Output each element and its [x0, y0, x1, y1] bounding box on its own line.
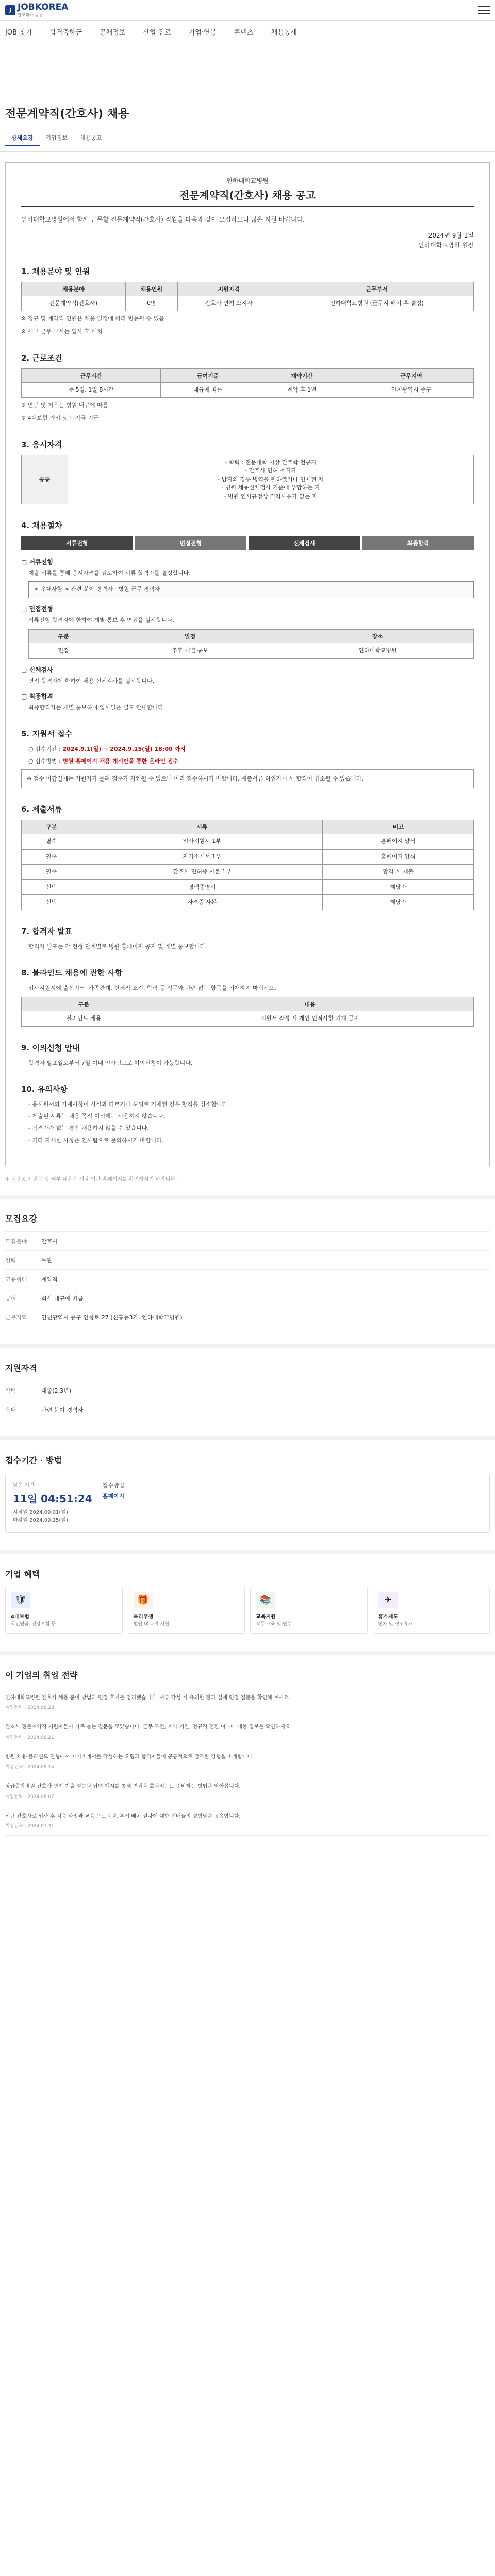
period-block	[13, 1509, 92, 1525]
post-text: 신규 간호사로 입사 후 적응 과정과 교육 프로그램, 부서 배치 절차에 대한 선배들의 경험담을 공유합니다.	[5, 1813, 241, 1819]
body-text: 입사지원서에 출신지역, 가족관계, 신체적 조건, 학력 등 직무와 관련 없는 항목을 기재하지 마십시오.	[28, 984, 276, 991]
body-text: 서류전형 합격자에 한하여 개별 통보 후 면접을 실시합니다.	[28, 617, 174, 624]
post-meta: 취업전략 · 2024.08.07	[5, 1794, 54, 1800]
section-1-title: 1. 채용분야 및 인원	[21, 266, 90, 276]
process-step: 신체검사	[249, 536, 360, 550]
countdown-block	[13, 1481, 92, 1525]
title-zone	[0, 43, 495, 152]
info-row	[5, 1381, 490, 1400]
info-label: 모집분야	[5, 1238, 27, 1245]
list-item: - 적격자가 없는 경우 채용하지 않을 수 있습니다.	[28, 1125, 149, 1132]
post-text: 간호사 전문계약직 지원자들이 자주 묻는 질문을 모았습니다. 근무 조건, 계약 기간, 정규직 전환 여부에 대한 정보를 확인하세요.	[5, 1724, 292, 1730]
apply-method-label: 접수방법 :	[35, 757, 61, 765]
table-cell: 계약 후 1년	[255, 382, 349, 398]
info-row	[5, 1289, 490, 1308]
apply-method-block	[103, 1481, 125, 1525]
bullet-title: □ 서류전형	[21, 558, 53, 566]
table-header: 지원자격	[177, 282, 280, 296]
list-item: - 병원 인사규정상 결격사유가 없는 자	[224, 493, 318, 500]
benefit-card[interactable]	[128, 1587, 245, 1634]
benefit-desc: 국민연금, 건강보험 등	[11, 1621, 56, 1627]
table-cell: 인하대학교병원	[282, 643, 473, 659]
table-cell: 필수	[22, 849, 81, 865]
list-item[interactable]	[5, 1776, 490, 1806]
table-cell: 면접	[29, 643, 98, 659]
nav-item-industry[interactable]: 산업·진로	[143, 29, 171, 37]
bullet-label: 신체검사	[29, 666, 53, 673]
table-cell: 0명	[125, 296, 177, 311]
section-note: ※ 세부 근무 부서는 입사 후 배치	[21, 328, 103, 335]
apply-warning-box: ※ 접수 마감일에는 지원자가 몰려 접수가 지연될 수 있으니 미리 접수하시기 바랍니다. 제출서류 허위기재 시 합격이 취소될 수 있습니다.	[21, 769, 474, 788]
section-9-title: 9. 이의신청 안내	[21, 1043, 80, 1053]
post-text: 병원 채용 블라인드 전형에서 자기소개서를 작성하는 요령과 합격자들이 공통적으로 강조한 경험을 소개합니다.	[5, 1754, 254, 1760]
table-cell: 선택	[22, 895, 81, 910]
table-cell: 인하대학교병원 (근무지 배치 후 결정)	[280, 296, 473, 311]
recruit-section	[0, 1199, 495, 1332]
interview-table	[28, 629, 474, 659]
info-value: 간호사	[41, 1238, 58, 1245]
process-step: 최종합격	[362, 536, 474, 550]
nav-item-stats[interactable]: 채용통계	[271, 29, 297, 37]
table-header: 채용인원	[125, 282, 177, 296]
process-step: 서류전형	[21, 536, 133, 550]
sub-tabs	[5, 130, 490, 146]
info-label: 급여	[5, 1295, 16, 1302]
notice-signer: 인하대학교병원 원장	[418, 241, 474, 249]
bullet-label: 서류전형	[29, 558, 53, 566]
notice-hospital: 인하대학교병원	[226, 177, 269, 184]
table-row	[22, 455, 474, 504]
info-label: 우대	[5, 1406, 16, 1413]
documents-table	[21, 820, 474, 910]
table-header: 구분	[22, 997, 146, 1011]
benefit-card[interactable]	[250, 1587, 368, 1634]
info-row	[5, 1308, 490, 1327]
schedule-heading: 접수기간 · 방법	[5, 1455, 62, 1465]
section-6-title: 6. 제출서류	[21, 805, 62, 815]
recruit-heading: 모집요강	[5, 1213, 37, 1224]
post-meta: 취업전략 · 2024.07.31	[5, 1824, 54, 1829]
post-meta: 취업전략 · 2024.08.21	[5, 1735, 54, 1740]
bullet-title: □ 신체검사	[21, 666, 53, 673]
table-cell: 인천광역시 중구	[349, 382, 474, 398]
info-label: 근무지역	[5, 1314, 27, 1321]
table-header: 채용분야	[22, 282, 126, 296]
main-nav	[0, 21, 495, 43]
table-cell: 필수	[22, 865, 81, 880]
notice-date: 2024년 9월 1일	[428, 231, 474, 239]
tab-company[interactable]: 기업정보	[45, 134, 68, 141]
apply-period-value: 2024.9.1(일) ~ 2024.9.15(일) 18:00 까지	[62, 745, 186, 753]
section-note: ※ 연봉 및 처우는 병원 내규에 따름	[21, 402, 108, 409]
benefit-list	[5, 1587, 490, 1634]
section-2-title: 2. 근로조건	[21, 353, 62, 363]
table-row	[22, 895, 474, 910]
qualify-heading: 지원자격	[5, 1363, 37, 1373]
list-item[interactable]	[5, 1688, 490, 1718]
nav-item-job-search[interactable]: JOB 찾기	[5, 29, 32, 37]
body-text: 면접 합격자에 한하여 채용 신체검사를 실시합니다.	[28, 677, 155, 684]
post-text: 인하대학교병원 간호사 채용 준비 방법과 면접 후기를 정리했습니다. 서류 작성 시 유의할 점과 실제 면접 질문을 확인해 보세요.	[5, 1694, 291, 1701]
table-cell: 합격 시 제출	[323, 865, 474, 880]
table-cell: 지원서 작성 시 개인 인적사항 기재 금지	[146, 1011, 474, 1027]
nav-item-bonus[interactable]: 합격축하금	[50, 29, 82, 37]
bullet-title: □ 최종합격	[21, 693, 53, 701]
section-4-title: 4. 채용절차	[21, 521, 62, 531]
schedule-card	[5, 1473, 490, 1533]
process-step: 면접전형	[135, 536, 247, 550]
list-item: - 학력 : 전문대학 이상 간호학 전공자	[225, 459, 317, 466]
tab-detail[interactable]: 상세요강	[5, 130, 40, 146]
body-text: 합격자 발표는 각 전형 단계별로 병원 홈페이지 공지 및 개별 통보합니다.	[28, 943, 207, 950]
brand-tagline: 잡코리아 공공	[18, 13, 43, 18]
list-item[interactable]	[5, 1806, 490, 1836]
gift-icon: 🎁	[134, 1592, 153, 1608]
notice-intro: 인하대학교병원에서 함께 근무할 전문계약직(간호사) 직원을 다음과 같이 모집하오니 많은 지원 바랍니다.	[21, 216, 305, 223]
section-divider	[0, 1436, 495, 1440]
shield-icon: 🛡	[11, 1592, 30, 1608]
info-label: 경력	[5, 1257, 16, 1264]
table-cell: 자기소개서 1부	[81, 849, 323, 865]
table-cell: 경력증명서	[81, 879, 323, 895]
info-value: 대졸(2,3년)	[41, 1387, 71, 1394]
section-5-title: 5. 지원서 접수	[21, 729, 73, 739]
recruit-field-table	[21, 282, 474, 312]
info-row	[5, 1400, 490, 1419]
section-divider	[0, 1550, 495, 1554]
apply-period-label: 접수기간 :	[35, 745, 61, 753]
section-7-title: 7. 합격자 발표	[21, 926, 73, 936]
table-cell: 공통	[22, 455, 68, 504]
table-cell: 선택	[22, 879, 81, 895]
top-bar	[0, 0, 495, 21]
list-item: - 남자의 경우 병역을 필하였거나 면제된 자	[218, 476, 324, 483]
list-item: - 응시원서의 기재사항이 사실과 다르거나 허위로 기재된 경우 합격을 취소합니다.	[28, 1100, 229, 1108]
table-header: 비고	[323, 820, 474, 834]
logo-icon: J	[5, 5, 15, 15]
menu-icon[interactable]	[478, 6, 490, 14]
book-icon: 📚	[256, 1592, 275, 1608]
table-row	[22, 382, 474, 398]
period-start: 시작일 2024.09.01(일)	[13, 1509, 68, 1515]
apply-period: ○ 접수기간 : 2024.9.1(일) ~ 2024.9.15(일) 18:00 까지	[28, 745, 186, 753]
section-note: ※ 정규 및 계약직 인원은 채용 일정에 따라 변동될 수 있음	[21, 315, 164, 323]
info-row	[5, 1250, 490, 1269]
page-title: 전문계약직(간호사) 채용	[5, 108, 129, 121]
qualify-section	[0, 1348, 495, 1424]
table-header: 구분	[22, 820, 81, 834]
qualification-list	[68, 455, 474, 504]
section-divider	[0, 1344, 495, 1348]
table-cell: 홈페이지 양식	[323, 849, 474, 865]
table-header: 장소	[282, 630, 473, 643]
benefit-desc: 병원 내 복지 지원	[133, 1621, 169, 1627]
apply-method-label-2: 접수방법	[102, 1482, 125, 1489]
table-cell: 간호사 면허 소지자	[177, 296, 280, 311]
table-row	[22, 865, 474, 880]
table-header: 급여기준	[161, 368, 255, 382]
notice-date-block	[21, 231, 474, 250]
body-text: 합격자 발표일로부터 7일 이내 인사팀으로 이의신청이 가능합니다.	[28, 1059, 193, 1066]
qualification-table	[21, 455, 474, 505]
table-row	[29, 643, 474, 659]
table-cell: 필수	[22, 834, 81, 850]
benefits-section	[0, 1554, 495, 1639]
list-item: - 제출된 서류는 채용 목적 이외에는 사용하지 않습니다.	[28, 1113, 166, 1120]
countdown-label: 남은 기간	[13, 1482, 35, 1488]
table-cell: 추후 개별 통보	[98, 643, 282, 659]
info-row	[5, 1231, 490, 1250]
schedule-section	[0, 1440, 495, 1538]
process-flow	[21, 536, 474, 550]
nav-item-contents[interactable]: 콘텐츠	[234, 29, 254, 37]
nav-item-company[interactable]: 기업·연봉	[188, 29, 217, 37]
strategy-section	[0, 1655, 495, 1841]
table-cell: 내규에 따름	[161, 382, 255, 398]
info-value: 계약직	[41, 1276, 58, 1283]
nav-item-public-jobs[interactable]: 공채정보	[100, 29, 126, 37]
table-row	[22, 849, 474, 865]
apply-method: ○ 접수방법 : 병원 홈페이지 채용 게시판을 통한 온라인 접수	[28, 757, 179, 765]
blind-table	[21, 997, 474, 1027]
bullet-title: □ 면접전형	[21, 605, 53, 613]
period-end: 마감일 2024.09.15(일)	[13, 1517, 68, 1523]
benefits-heading: 기업 혜택	[5, 1569, 40, 1579]
table-header: 근무시간	[22, 368, 161, 382]
table-header: 서류	[81, 820, 323, 834]
body-text: 최종합격자는 개별 통보하며 입사일은 별도 안내합니다.	[28, 704, 166, 711]
benefit-card[interactable]	[5, 1587, 123, 1634]
table-row	[22, 834, 474, 850]
info-label: 학력	[5, 1387, 16, 1394]
notice-title: 전문계약직(간호사) 채용 공고	[21, 187, 474, 207]
benefit-name: 복리후생	[133, 1614, 154, 1620]
benefit-name: 4대보험	[11, 1614, 29, 1620]
list-item: - 병원 채용신체검사 기준에 부합하는 자	[221, 484, 320, 492]
list-item: - 기타 자세한 사항은 인사팀으로 문의하시기 바랍니다.	[28, 1137, 164, 1144]
benefit-name: 휴가제도	[378, 1614, 399, 1620]
post-meta: 취업전략 · 2024.08.28	[5, 1705, 54, 1710]
site-logo[interactable]	[5, 2, 68, 18]
brand-name: JOBKOREA	[18, 2, 69, 12]
table-header: 내용	[146, 997, 474, 1011]
info-value: 인천광역시 중구 인항로 27 (신흥동3가, 인하대학교병원)	[41, 1314, 183, 1321]
list-item[interactable]	[5, 1717, 490, 1747]
body-text: 제출 서류를 통해 응시자격을 검토하여 서류 합격자를 결정합니다.	[28, 570, 191, 577]
table-header: 일정	[98, 630, 282, 643]
tab-notice[interactable]: 채용공고	[80, 134, 102, 141]
strategy-heading: 이 기업의 취업 전략	[5, 1670, 78, 1680]
section-note: ※ 4대보험 가입 및 퇴직금 지급	[21, 415, 99, 422]
info-label: 고용형태	[5, 1276, 27, 1283]
table-header: 계약기간	[255, 368, 349, 382]
table-header: 근무지역	[349, 368, 474, 382]
table-cell: 간호사 면허증 사본 1부	[81, 865, 323, 880]
section-divider	[0, 1651, 495, 1655]
section-3-title: 3. 응시자격	[21, 439, 62, 449]
table-header: 구분	[29, 630, 98, 643]
table-cell: 해당자	[323, 879, 474, 895]
table-cell: 전문계약직(간호사)	[22, 296, 126, 311]
apply-method-link[interactable]: 홈페이지	[102, 1492, 125, 1499]
section-8-title: 8. 블라인드 채용에 관한 사항	[21, 968, 123, 977]
info-row	[5, 1269, 490, 1289]
list-item[interactable]	[5, 1747, 490, 1777]
table-cell: 자격증 사본	[81, 895, 323, 910]
table-header: 근무부서	[280, 282, 473, 296]
table-row	[22, 296, 474, 311]
plane-icon: ✈	[378, 1592, 398, 1608]
post-text: 상급종합병원 간호사 면접 기출 질문과 답변 예시를 통해 면접을 효과적으로 준비하는 방법을 알아봅니다.	[5, 1784, 241, 1789]
bullet-label: 최종합격	[29, 693, 53, 701]
table-cell: 주 5일, 1일 8시간	[22, 382, 161, 398]
info-value: 무관	[41, 1257, 53, 1264]
section-10-title: 10. 유의사항	[21, 1084, 68, 1094]
bullet-label: 면접전형	[29, 605, 53, 613]
notice-footnote: ※ 채용공고 원문 및 세부 내용은 해당 기관 홈페이지를 확인하시기 바랍니다.	[5, 1176, 177, 1182]
section-divider	[0, 1195, 495, 1199]
apply-method-value: 병원 홈페이지 채용 게시판을 통한 온라인 접수	[62, 757, 179, 765]
notice-document	[5, 162, 490, 1166]
post-meta: 취업전략 · 2024.08.14	[5, 1765, 54, 1770]
work-condition-table	[21, 368, 474, 398]
info-value: 관련 분야 경력자	[41, 1406, 84, 1413]
table-cell: 블라인드 채용	[22, 1011, 146, 1027]
table-row	[22, 879, 474, 895]
info-value: 회사 내규에 따름	[41, 1295, 84, 1302]
list-item: - 간호사 면허 소지자	[245, 467, 296, 474]
table-cell: 입사지원서 1부	[81, 834, 323, 850]
benefit-name: 교육지원	[256, 1614, 276, 1620]
preference-box: < 우대사항 > 관련 분야 경력자 · 병원 근무 경력자	[28, 581, 474, 598]
benefit-card[interactable]	[373, 1587, 490, 1634]
table-cell: 해당자	[323, 895, 474, 910]
benefit-desc: 연차 및 경조휴가	[378, 1621, 413, 1627]
benefit-desc: 직무 교육 및 연수	[256, 1621, 292, 1627]
countdown-timer: 11일 04:51:24	[13, 1492, 92, 1505]
table-row	[22, 1011, 474, 1027]
table-cell: 홈페이지 양식	[323, 834, 474, 850]
